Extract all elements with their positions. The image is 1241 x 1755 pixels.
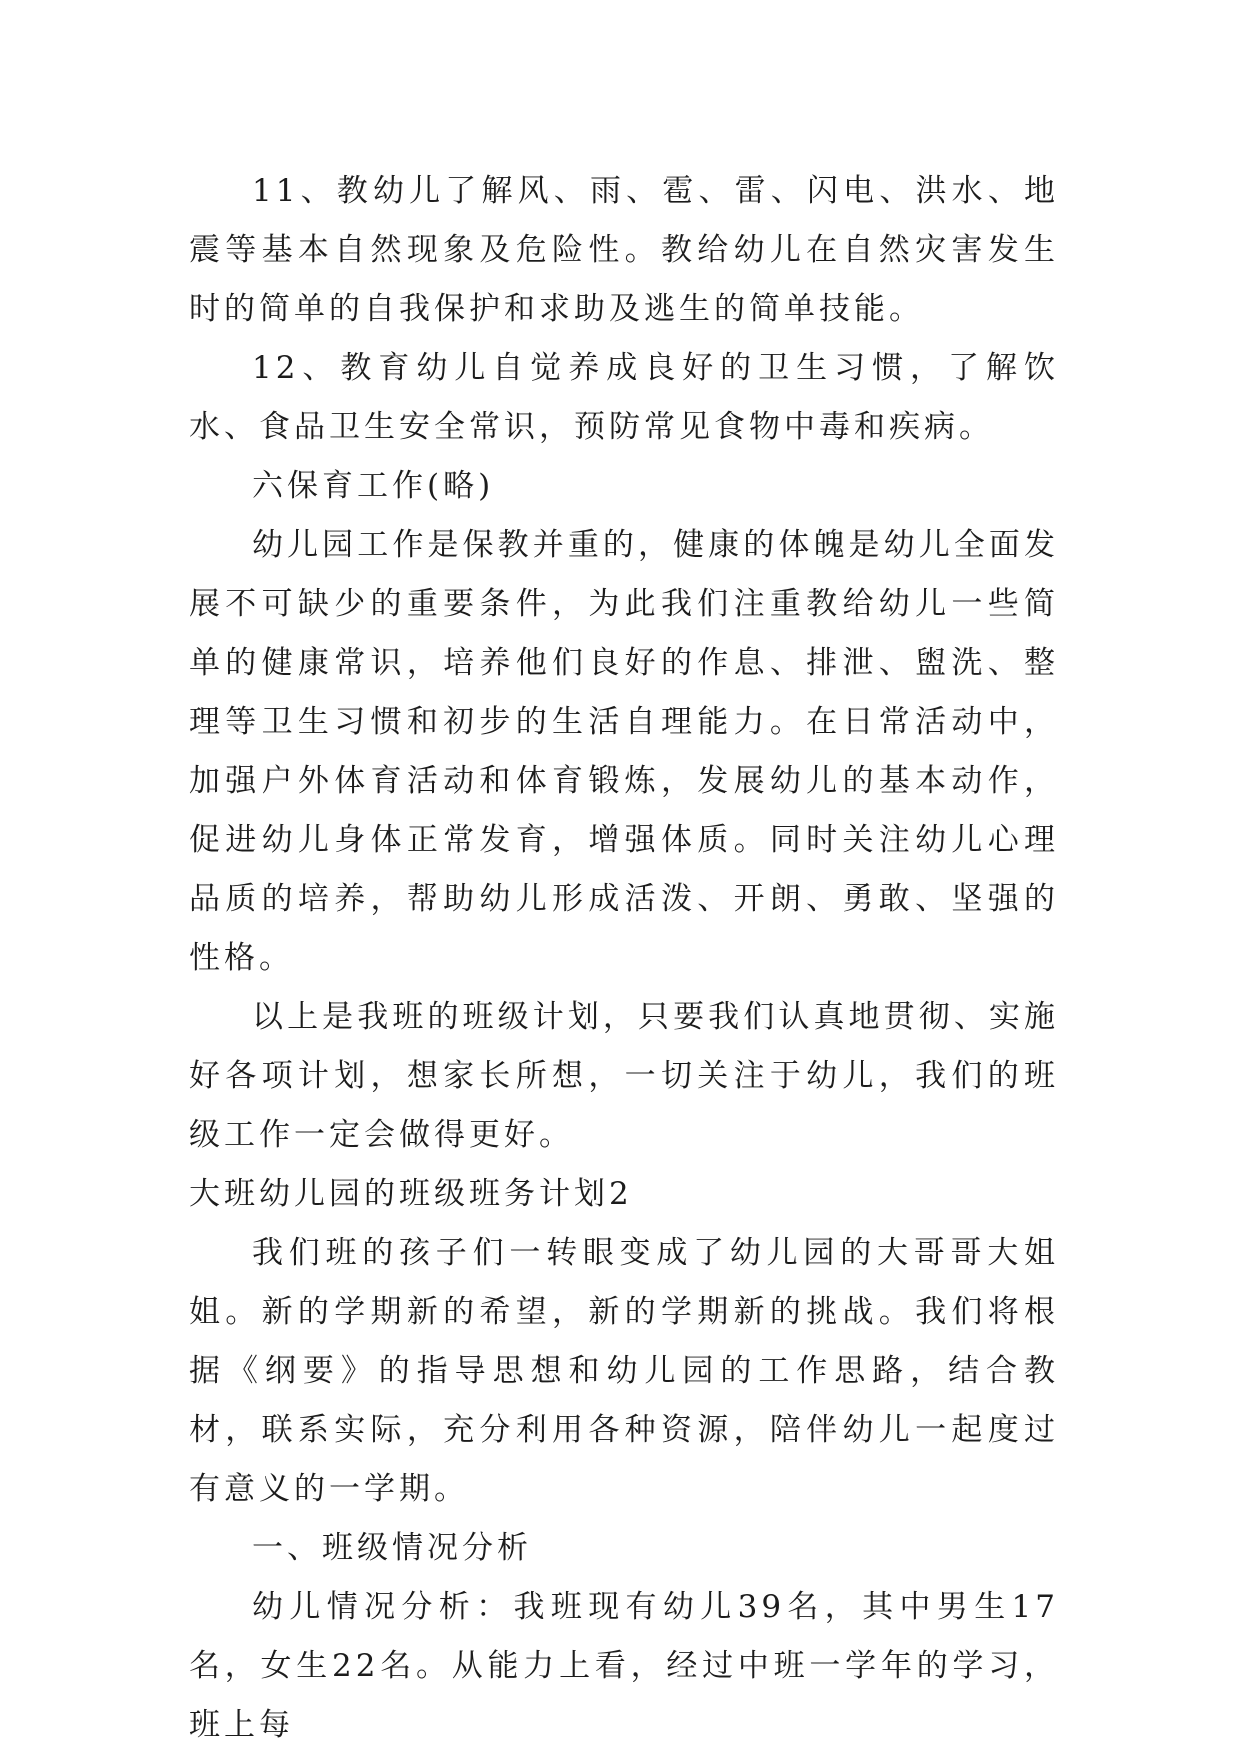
paragraph-item-11: 11、教幼儿了解风、雨、雹、雷、闪电、洪水、地震等基本自然现象及危险性。教给幼儿在自然灾害发生时的简单的自我保护和求助及逃生的简单技能。 (189, 173, 1059, 327)
section-heading-childcare: 六保育工作(略) (252, 468, 495, 504)
section-heading-class-analysis: 一、班级情况分析 (252, 1530, 532, 1566)
paragraph-conclusion: 以上是我班的班级计划，只要我们认真地贯彻、实施好各项计划，想家长所想，一切关注于幼儿，我们的班级工作一定会做得更好。 (189, 999, 1059, 1153)
paragraph-intro: 我们班的孩子们一转眼变成了幼儿园的大哥哥大姐姐。新的学期新的希望，新的学期新的挑战。我们将根据《纲要》的指导思想和幼儿园的工作思路，结合教材，联系实际，充分利用各种资源，陪伴幼儿一起度过有意义的一学期。 (189, 1235, 1059, 1507)
paragraph-class-analysis: 幼儿情况分析：我班现有幼儿39名，其中男生17名，女生22名。从能力上看，经过中班一学年的学习，班上每 (189, 1589, 1059, 1743)
paragraph-childcare: 幼儿园工作是保教并重的，健康的体魄是幼儿全面发展不可缺少的重要条件，为此我们注重教给幼儿一些简单的健康常识，培养他们良好的作息、排泄、盥洗、整理等卫生习惯和初步的生活自理能力。在日常活动中，加强户外体育活动和体育锻炼，发展幼儿的基本动作，促进幼儿身体正常发育，增强体质。同时关注幼儿心理品质的培养，帮助幼儿形成活泼、开朗、勇敢、坚强的性格。 (189, 527, 1059, 976)
document-section-title: 大班幼儿园的班级班务计划2 (189, 1176, 633, 1212)
paragraph-item-12: 12、教育幼儿自觉养成良好的卫生习惯，了解饮水、食品卫生安全常识，预防常见食物中毒和疾病。 (189, 350, 1059, 445)
document-body (189, 162, 1059, 1755)
